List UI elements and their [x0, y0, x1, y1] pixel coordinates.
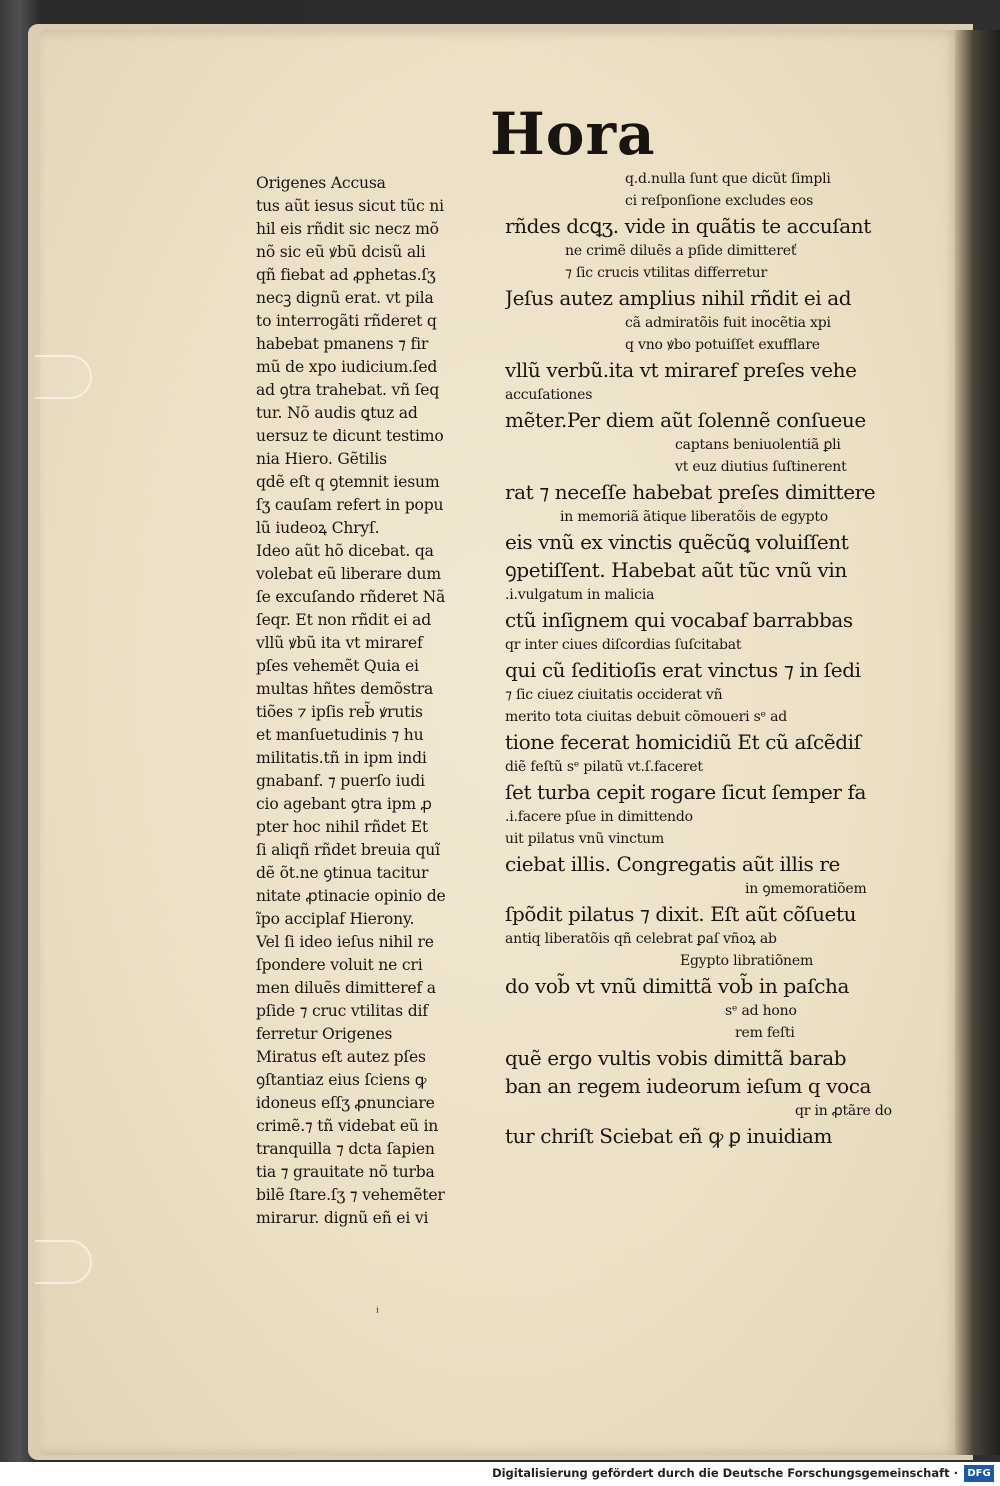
text-line: ctũ inſignem qui vocabaf barrabbas	[505, 608, 853, 632]
commentary-line: pter hoc nihil rñdet Et	[256, 818, 428, 836]
text-line: tur chriſt Sciebat eñ ꝙ ꝑ inuidiam	[505, 1124, 833, 1148]
text-line: tione fecerat homicidiũ Et cũ aſcẽdiſ	[505, 730, 861, 754]
commentary-line: hil eis rñdit sic necz mõ	[256, 220, 439, 238]
commentary-line: habebat pmanens ⁊ fir	[256, 335, 429, 353]
gloss-line: vt euz diutius ſuſtinerent	[675, 459, 847, 475]
commentary-line: crimẽ.⁊ tñ videbat eũ in	[256, 1117, 439, 1135]
commentary-line: necꝫ dignũ erat. vt pila	[256, 289, 434, 307]
commentary-line: et manſuetudinis ⁊ hu	[256, 726, 424, 744]
gloss-line: .i.facere pſue in dimittendo	[505, 809, 693, 825]
text-line: rñdes dcꝗʒ. vide in quãtis te accuſant	[505, 214, 871, 238]
commentary-line: Origenes Accusa	[256, 174, 386, 192]
text-line: qui cũ ſeditioſis erat vinctus ⁊ in ſedi	[505, 658, 861, 682]
gloss-line: Egypto libratiõnem	[680, 953, 814, 969]
gloss-line: merito tota ciuitas debuit cõmoueri sᵉ ad	[505, 709, 787, 725]
commentary-line: ſe excuſando rñderet Nã	[256, 588, 446, 606]
commentary-line: nia Hiero. Gẽtilis	[256, 450, 387, 468]
commentary-line: gnabanf. ⁊ puerſo iudi	[256, 772, 425, 790]
commentary-line: ſi aliqñ rñdet breuia quĩ	[256, 841, 440, 859]
gloss-line: uit pilatus vnũ vinctum	[505, 831, 665, 847]
commentary-line: qñ fiebat ad ꝓphetas.ſʒ	[256, 266, 436, 284]
page-heading: Hora	[490, 100, 656, 168]
commentary-line: tia ⁊ grauitate nõ turba	[256, 1163, 435, 1181]
commentary-line: volebat eũ liberare dum	[256, 565, 441, 583]
commentary-line: Miratus eſt autez pſes	[256, 1048, 426, 1066]
commentary-line: multas hñtes demõstra	[256, 680, 434, 698]
gloss-line: ci reſponſione excludes eos	[625, 193, 814, 209]
text-line: do vob̃ vt vnũ dimittã vob̃ in paſcha	[505, 974, 849, 998]
commentary-column	[256, 172, 494, 1230]
text-line: rat ⁊ neceſſe habebat preſes dimittere	[505, 480, 876, 504]
gloss-line: ne crimẽ diluẽs a pſide dimittereť	[565, 243, 797, 259]
book-spine-edge	[955, 30, 1000, 1455]
dfg-logo[interactable]: DFG	[964, 1465, 994, 1482]
text-line: ꝯpetiſſent. Habebat aũt tũc vnũ vin	[505, 558, 847, 582]
text-line: ſet turba cepit rogare ſicut ſemper fa	[505, 780, 867, 804]
text-line: mẽter.Per diem aũt ſolennẽ conſueue	[505, 408, 866, 432]
gloss-line: diẽ feſtũ sᵉ pilatũ vt.ſ.faceret	[505, 759, 703, 775]
text-line: ſpõdit pilatus ⁊ dixit. Eſt aũt cõſuetu	[505, 902, 857, 926]
commentary-line: ferretur Origenes	[256, 1025, 393, 1043]
commentary-line: pſes vehemẽt Quia ei	[256, 657, 419, 675]
commentary-line: tiões ⁊ ipſis reb̃ ꝟrutis	[256, 703, 423, 721]
gloss-line: sᵉ ad hono	[725, 1003, 797, 1019]
text-line: vllũ verbũ.ita vt miraref preſes vehe	[505, 358, 857, 382]
commentary-line: cio agebant ꝯtra ipm ꝓ	[256, 795, 432, 813]
commentary-line: ſʒ cauſam refert in popu	[256, 496, 444, 514]
gloss-line: captans beniuolentiã ꝑli	[675, 437, 841, 453]
text-line: eis vnũ ex vinctis quẽcũꝗ voluiſſent	[505, 530, 849, 554]
page-mark: ⁱ	[376, 1305, 379, 1321]
page-clip-bottom	[35, 1240, 92, 1284]
gloss-line: rem feſti	[735, 1025, 795, 1041]
commentary-line: men diluẽs dimitteref a	[256, 979, 436, 997]
commentary-line: ad ꝯtra trahebat. vñ ſeq	[256, 381, 440, 399]
commentary-line: Vel ſi ideo ieſus nihil re	[256, 933, 434, 951]
commentary-line: ĩpo acciplaf Hierony.	[256, 910, 415, 928]
text-line: Jeſus autez amplius nihil rñdit ei ad	[505, 286, 852, 310]
gloss-line: ⁊ ſic ciuez ciuitatis occiderat vñ	[505, 687, 723, 703]
commentary-line: qdẽ eſt q ꝯtemnit iesum	[256, 473, 440, 491]
gloss-line: qr inter ciues diſcordias ſuſcitabat	[505, 637, 742, 653]
commentary-line: Ideo aũt hõ dicebat. qa	[256, 542, 434, 560]
commentary-line: idoneus eſſʒ ꝓnunciare	[256, 1094, 435, 1112]
text-line: ban an regem iudeorum ieſum q voca	[505, 1074, 872, 1098]
gloss-line: antiq liberatõis qñ celebrat ꝑaſ vñoꝝ ab	[505, 931, 777, 947]
gloss-line: q.d.nulla ſunt que dicũt ſimpli	[625, 171, 831, 187]
commentary-line: nitate ꝓtinacie opinio de	[256, 887, 446, 905]
gloss-line: accuſationes	[505, 387, 593, 403]
text-column	[505, 168, 935, 1150]
commentary-line: vllũ ꝟbũ ita vt miraref	[256, 634, 423, 652]
commentary-line: uersuz te dicunt testimo	[256, 427, 444, 445]
gloss-line: cã admiratõis fuit inocẽtia xpi	[625, 315, 831, 331]
gloss-line: ⁊ ſic crucis vtilitas differretur	[565, 265, 767, 281]
gloss-line: in ꝯmemoratiõem	[745, 881, 867, 897]
funding-credit: Digitalisierung gefördert durch die Deutsche Forschungsgemeinschaft ·	[492, 1466, 958, 1480]
commentary-line: ſpondere voluit ne cri	[256, 956, 423, 974]
commentary-line: bilẽ ſtare.ſʒ ⁊ vehemẽter	[256, 1186, 445, 1204]
commentary-line: tus aũt iesus sicut tũc ni	[256, 197, 444, 215]
commentary-line: pſide ⁊ cruc vtilitas dif	[256, 1002, 428, 1020]
gloss-line: q vno ꝟbo potuiſſet exufflare	[625, 337, 820, 353]
footer-bar	[0, 1462, 1000, 1486]
text-line: quẽ ergo vultis vobis dimittã barab	[505, 1046, 847, 1070]
commentary-line: tur. Nõ audis ꝗtuz ad	[256, 404, 418, 422]
commentary-line: mirarur. dignũ eñ ei vi	[256, 1209, 429, 1227]
commentary-line: lũ iudeoꝝ Chryſ.	[256, 519, 380, 537]
commentary-line: ſeqr. Et non rñdit ei ad	[256, 611, 432, 629]
commentary-line: militatis.tñ in ipm indi	[256, 749, 427, 767]
gloss-line: .i.vulgatum in malicia	[505, 587, 655, 603]
gloss-line: in memoriã ãtique liberatõis de egypto	[560, 509, 829, 525]
commentary-line: dẽ õt.ne ꝯtinua tacitur	[256, 864, 429, 882]
commentary-line: ꝯſtantiaz eius ſciens ꝙ	[256, 1071, 427, 1089]
text-line: ciebat illis. Congregatis aũt illis re	[505, 852, 840, 876]
commentary-line: tranquilla ⁊ dcta ſapien	[256, 1140, 435, 1158]
page-clip-top	[35, 355, 92, 399]
commentary-line: to interrogãti rñderet q	[256, 312, 437, 330]
commentary-line: mũ de xpo iudicium.ſed	[256, 358, 438, 376]
gloss-line: qr in ꝓtãre do	[795, 1103, 892, 1119]
commentary-line: nõ sic eũ ꝟbũ dcisũ ali	[256, 243, 426, 261]
